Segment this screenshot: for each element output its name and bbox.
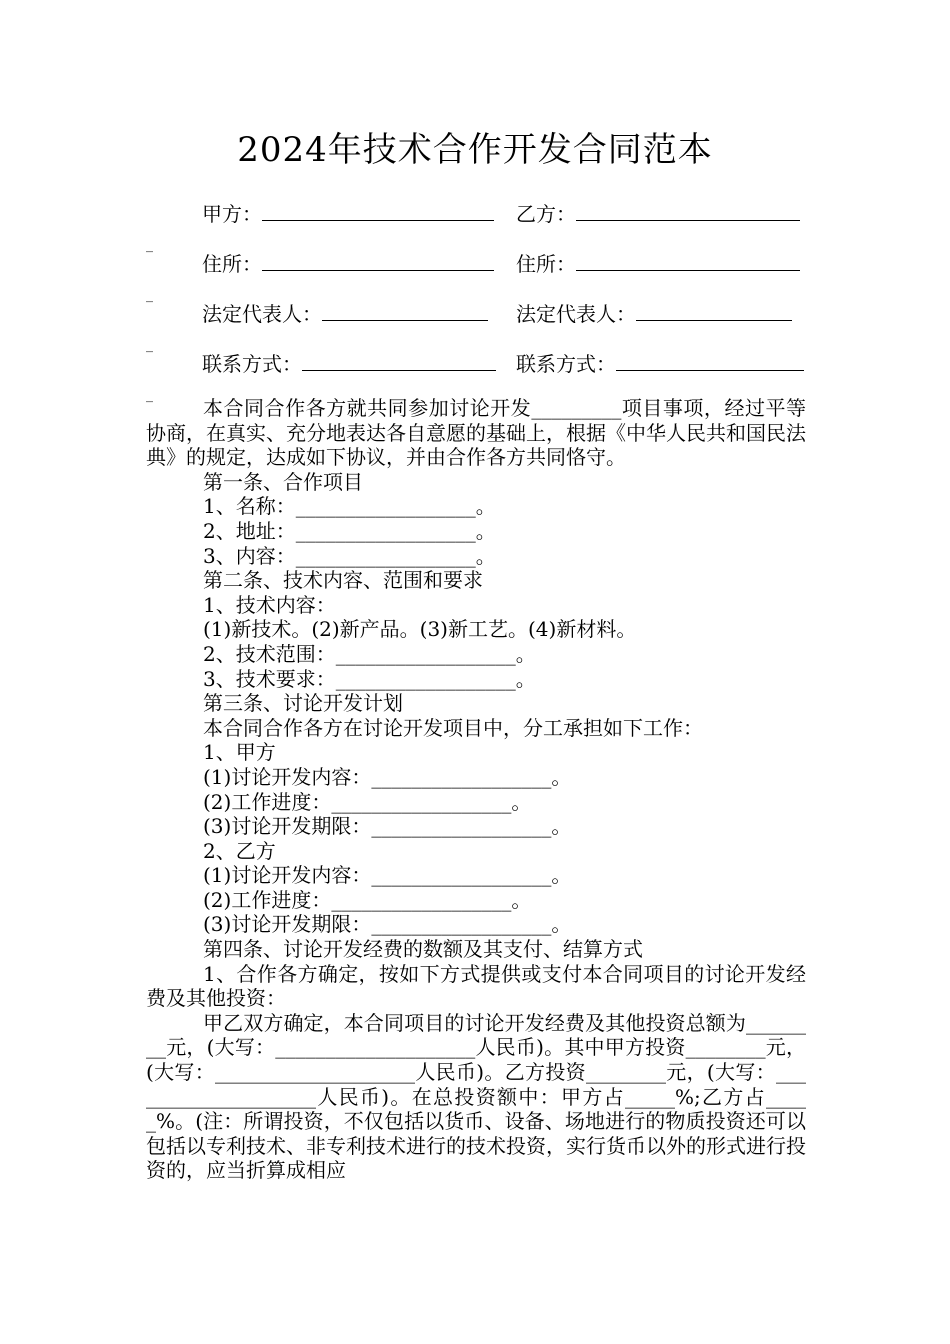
article-2-item-2: 2、技术范围：__________________。 [203,641,536,666]
line-marker: _ [146,287,153,303]
article-3-party-b: 2、乙方 [203,838,276,863]
article-3-party-a-item-1: (1)讨论开发内容：__________________。 [203,764,572,789]
intro-paragraph: 本合同合作各方就共同参加讨论开发_________项目事项，经过平等协商，在真实、充分地表达各自意愿的基础上，根据《中华人民共和国民法典》的规定，达成如下协议，并由合作各方共同恪守。 [146,396,806,470]
party-a-address-label: 住所： [202,250,494,278]
article-2-title: 第二条、技术内容、范围和要求 [203,568,483,593]
article-1-title: 第一条、合作项目 [203,469,363,494]
contract-body [146,396,806,1183]
article-3-party-b-item-3: (3)讨论开发期限：__________________。 [203,912,572,937]
article-2-item-3: 3、技术要求：__________________。 [203,666,536,691]
article-4-paragraph: 甲乙双方确定，本合同项目的讨论开发经费及其他投资总额为________元，(大写：____________________人民币)。其中甲方投资________元，(大写：____________________人民币)。乙方投资________元，(大写：____________________人民币)。在总投资额中：甲方占_____%;乙方占_____%。(注：所谓投资，不仅包括以货币、设备、场地进行的物质投资还可以包括以专利技术、非专利技术进行的技术投资，实行货币以外的形式进行投资的，应当折算成相应 [146,1010,806,1183]
article-3-party-b-item-1: (1)讨论开发内容：__________________。 [203,863,572,888]
article-2-item-1: 1、技术内容： [203,592,336,617]
article-3-party-a-item-2: (2)工作进度：__________________。 [203,789,532,814]
line-marker: _ [146,237,153,253]
party-a-label: 甲方： [202,200,494,228]
party-b-label: 乙方： [516,200,800,228]
party-b-address-label: 住所： [516,250,800,278]
article-1-item-2: 2、地址：__________________。 [203,518,496,543]
article-1-item-1: 1、名称：__________________。 [203,494,496,519]
document-title: 2024年技术合作开发合同范本 [237,130,713,170]
article-2-item-1-list: (1)新技术。(2)新产品。(3)新工艺。(4)新材料。 [203,617,637,642]
party-a-contact-label: 联系方式： [202,350,496,378]
article-3-party-a-item-3: (3)讨论开发期限：__________________。 [203,814,572,839]
article-1-item-3: 3、内容：__________________。 [203,543,496,568]
article-3-title: 第三条、讨论开发计划 [203,691,403,716]
article-3-party-b-item-2: (2)工作进度：__________________。 [203,887,532,912]
article-3-intro: 本合同合作各方在讨论开发项目中，分工承担如下工作： [203,715,703,740]
article-4-title: 第四条、讨论开发经费的数额及其支付、结算方式 [203,937,643,962]
line-marker: _ [146,337,153,353]
party-a-representative-label: 法定代表人： [202,300,488,328]
article-4-item-1: 1、合作各方确定，按如下方式提供或支付本合同项目的讨论开发经费及其他投资： [146,961,806,1011]
party-b-representative-label: 法定代表人： [516,300,792,328]
party-b-contact-label: 联系方式： [516,350,804,378]
article-3-party-a: 1、甲方 [203,740,276,765]
line-marker: _ [146,387,153,403]
